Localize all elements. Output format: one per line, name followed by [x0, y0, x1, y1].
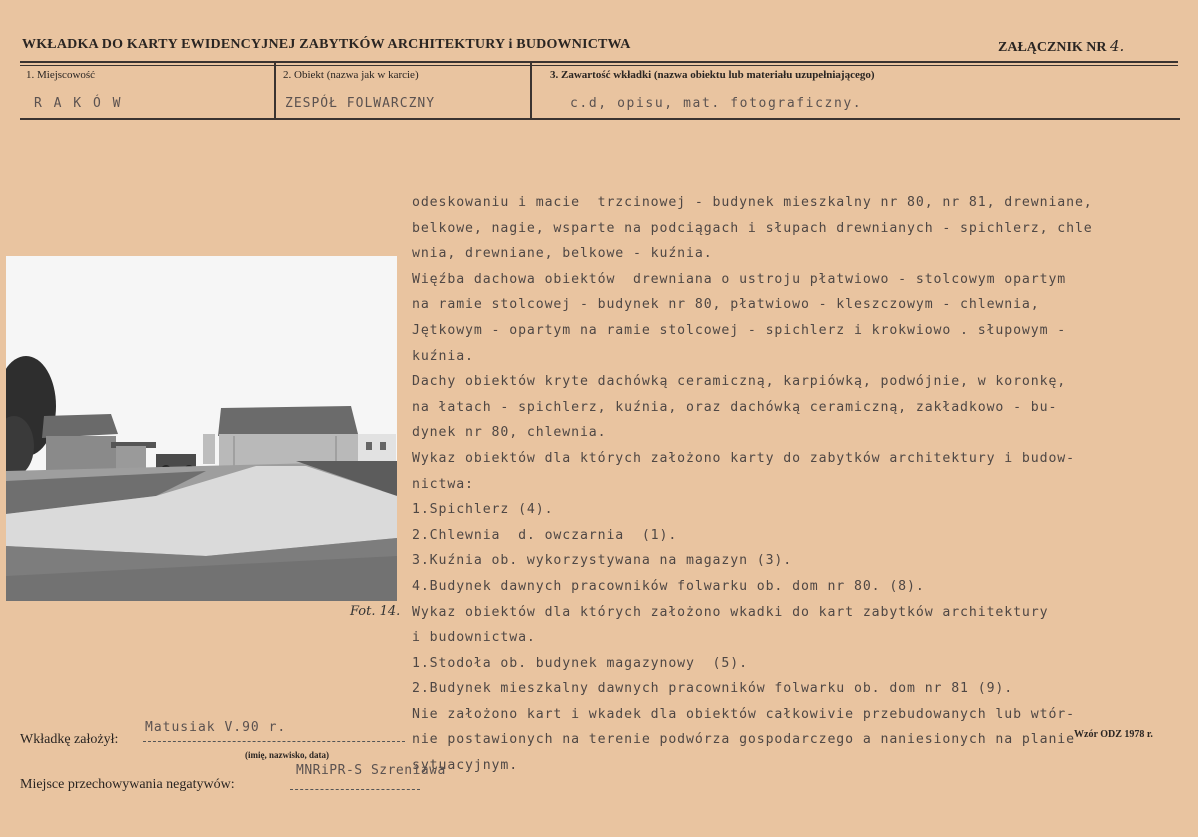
text-line: 4.Budynek dawnych pracowników folwarku ob. dom nr 80. (8).	[412, 578, 925, 594]
text-line: 1.Spichlerz (4).	[412, 502, 554, 518]
text-line: wnia, drewniane, belkowe - kuźnia.	[412, 246, 713, 262]
annex-number: 4.	[1110, 37, 1125, 55]
text-line: na ramie stolcowej - budynek nr 80, płatwiowo - kleszczowym - chlewnia,	[412, 297, 1040, 313]
storage-value: MNRiPR-S Szreniawa	[296, 763, 446, 778]
text-line: 1.Stodoła ob. budynek magazynowy (5).	[412, 655, 748, 671]
field-row-rule	[20, 118, 1180, 120]
author-value: Matusiak V.90 r.	[145, 720, 287, 735]
text-line: Dachy obiektów kryte dachówką ceramiczną, karpiówką, podwójnie, w koronkę,	[412, 374, 1067, 390]
text-line: i budownictwa.	[412, 630, 536, 646]
field-object-label: 2. Obiekt (nazwa jak w karcie)	[283, 69, 419, 81]
farm-photograph	[6, 256, 397, 601]
form-code: Wzór ODZ 1978 r.	[1074, 729, 1153, 740]
form-title: WKŁADKA DO KARTY EWIDENCYJNEJ ZABYTKÓW ARCHITEKTURY i BUDOWNICTWA	[22, 37, 631, 52]
text-line: Wykaz obiektów dla których założono wkadki do kart zabytków architektury	[412, 604, 1049, 620]
annex-label	[998, 37, 1124, 56]
text-line: Jętkowym - opartym na ramie stolcowej - spichlerz i krokwiowo . słupowym -	[412, 322, 1067, 338]
text-line: odeskowaniu i macie trzcinowej - budynek mieszkalny nr 80, nr 81, drewniane,	[412, 195, 1093, 210]
author-dotted-line	[143, 741, 405, 743]
text-line: 2.Chlewnia d. owczarnia (1).	[412, 527, 678, 543]
text-line: belkowe, nagie, wsparte na podciągach i słupach drewnianych - spichlerz, chle	[412, 220, 1093, 236]
annex-label-text: ZAŁĄCZNIK NR	[998, 40, 1107, 55]
author-hint: (imię, nazwisko, data)	[245, 750, 329, 760]
field-locality-value: R A K Ó W	[34, 96, 123, 111]
text-line: Nie założono kart i wkadek dla obiektów całkowivie przebudowanych lub wtór-	[412, 706, 1075, 722]
text-line: 2.Budynek mieszkalny dawnych pracowników folwarku ob. dom nr 81 (9).	[412, 681, 1014, 697]
author-label: Wkładkę założył:	[20, 732, 119, 747]
text-line: dynek nr 80, chlewnia.	[412, 425, 607, 441]
text-line: nie postawionych na terenie podwórza gospodarczego a naniesionych na planie	[412, 732, 1075, 748]
field-locality-label: 1. Miejscowość	[26, 69, 96, 81]
text-line: Więźba dachowa obiektów drewniana o ustroju płatwiowo - stolcowym opartym	[412, 271, 1067, 287]
photo-caption: Fot. 14.	[350, 604, 401, 619]
field-contents-value: c.d, opisu, mat. fotograficzny.	[570, 96, 863, 111]
text-line: nictwa:	[412, 476, 474, 492]
text-line: 3.Kuźnia ob. wykorzystywana na magazyn (3).	[412, 553, 793, 569]
text-line: kuźnia.	[412, 348, 474, 364]
text-line: Wykaz obiektów dla których założono karty do zabytków architektury i budow-	[412, 450, 1075, 466]
header-rule-thin	[20, 65, 1178, 66]
storage-label: Miejsce przechowywania negatywów:	[20, 777, 235, 792]
description-text	[412, 190, 1188, 779]
header-rule-top	[20, 61, 1178, 63]
field-object-value: ZESPÓŁ FOLWARCZNY	[285, 96, 436, 111]
field-contents-label: 3. Zawartość wkładki (nazwa obiektu lub materiału uzupełniającego)	[550, 69, 875, 81]
text-line: sytuacyjnym.	[412, 758, 519, 774]
storage-dotted-line	[290, 789, 420, 791]
farm-photograph-drawing	[6, 256, 397, 601]
field-divider-1	[274, 63, 276, 119]
field-divider-2	[530, 63, 532, 119]
text-line: na łatach - spichlerz, kuźnia, oraz dachówką ceramiczną, zakładkowo - bu-	[412, 399, 1058, 415]
